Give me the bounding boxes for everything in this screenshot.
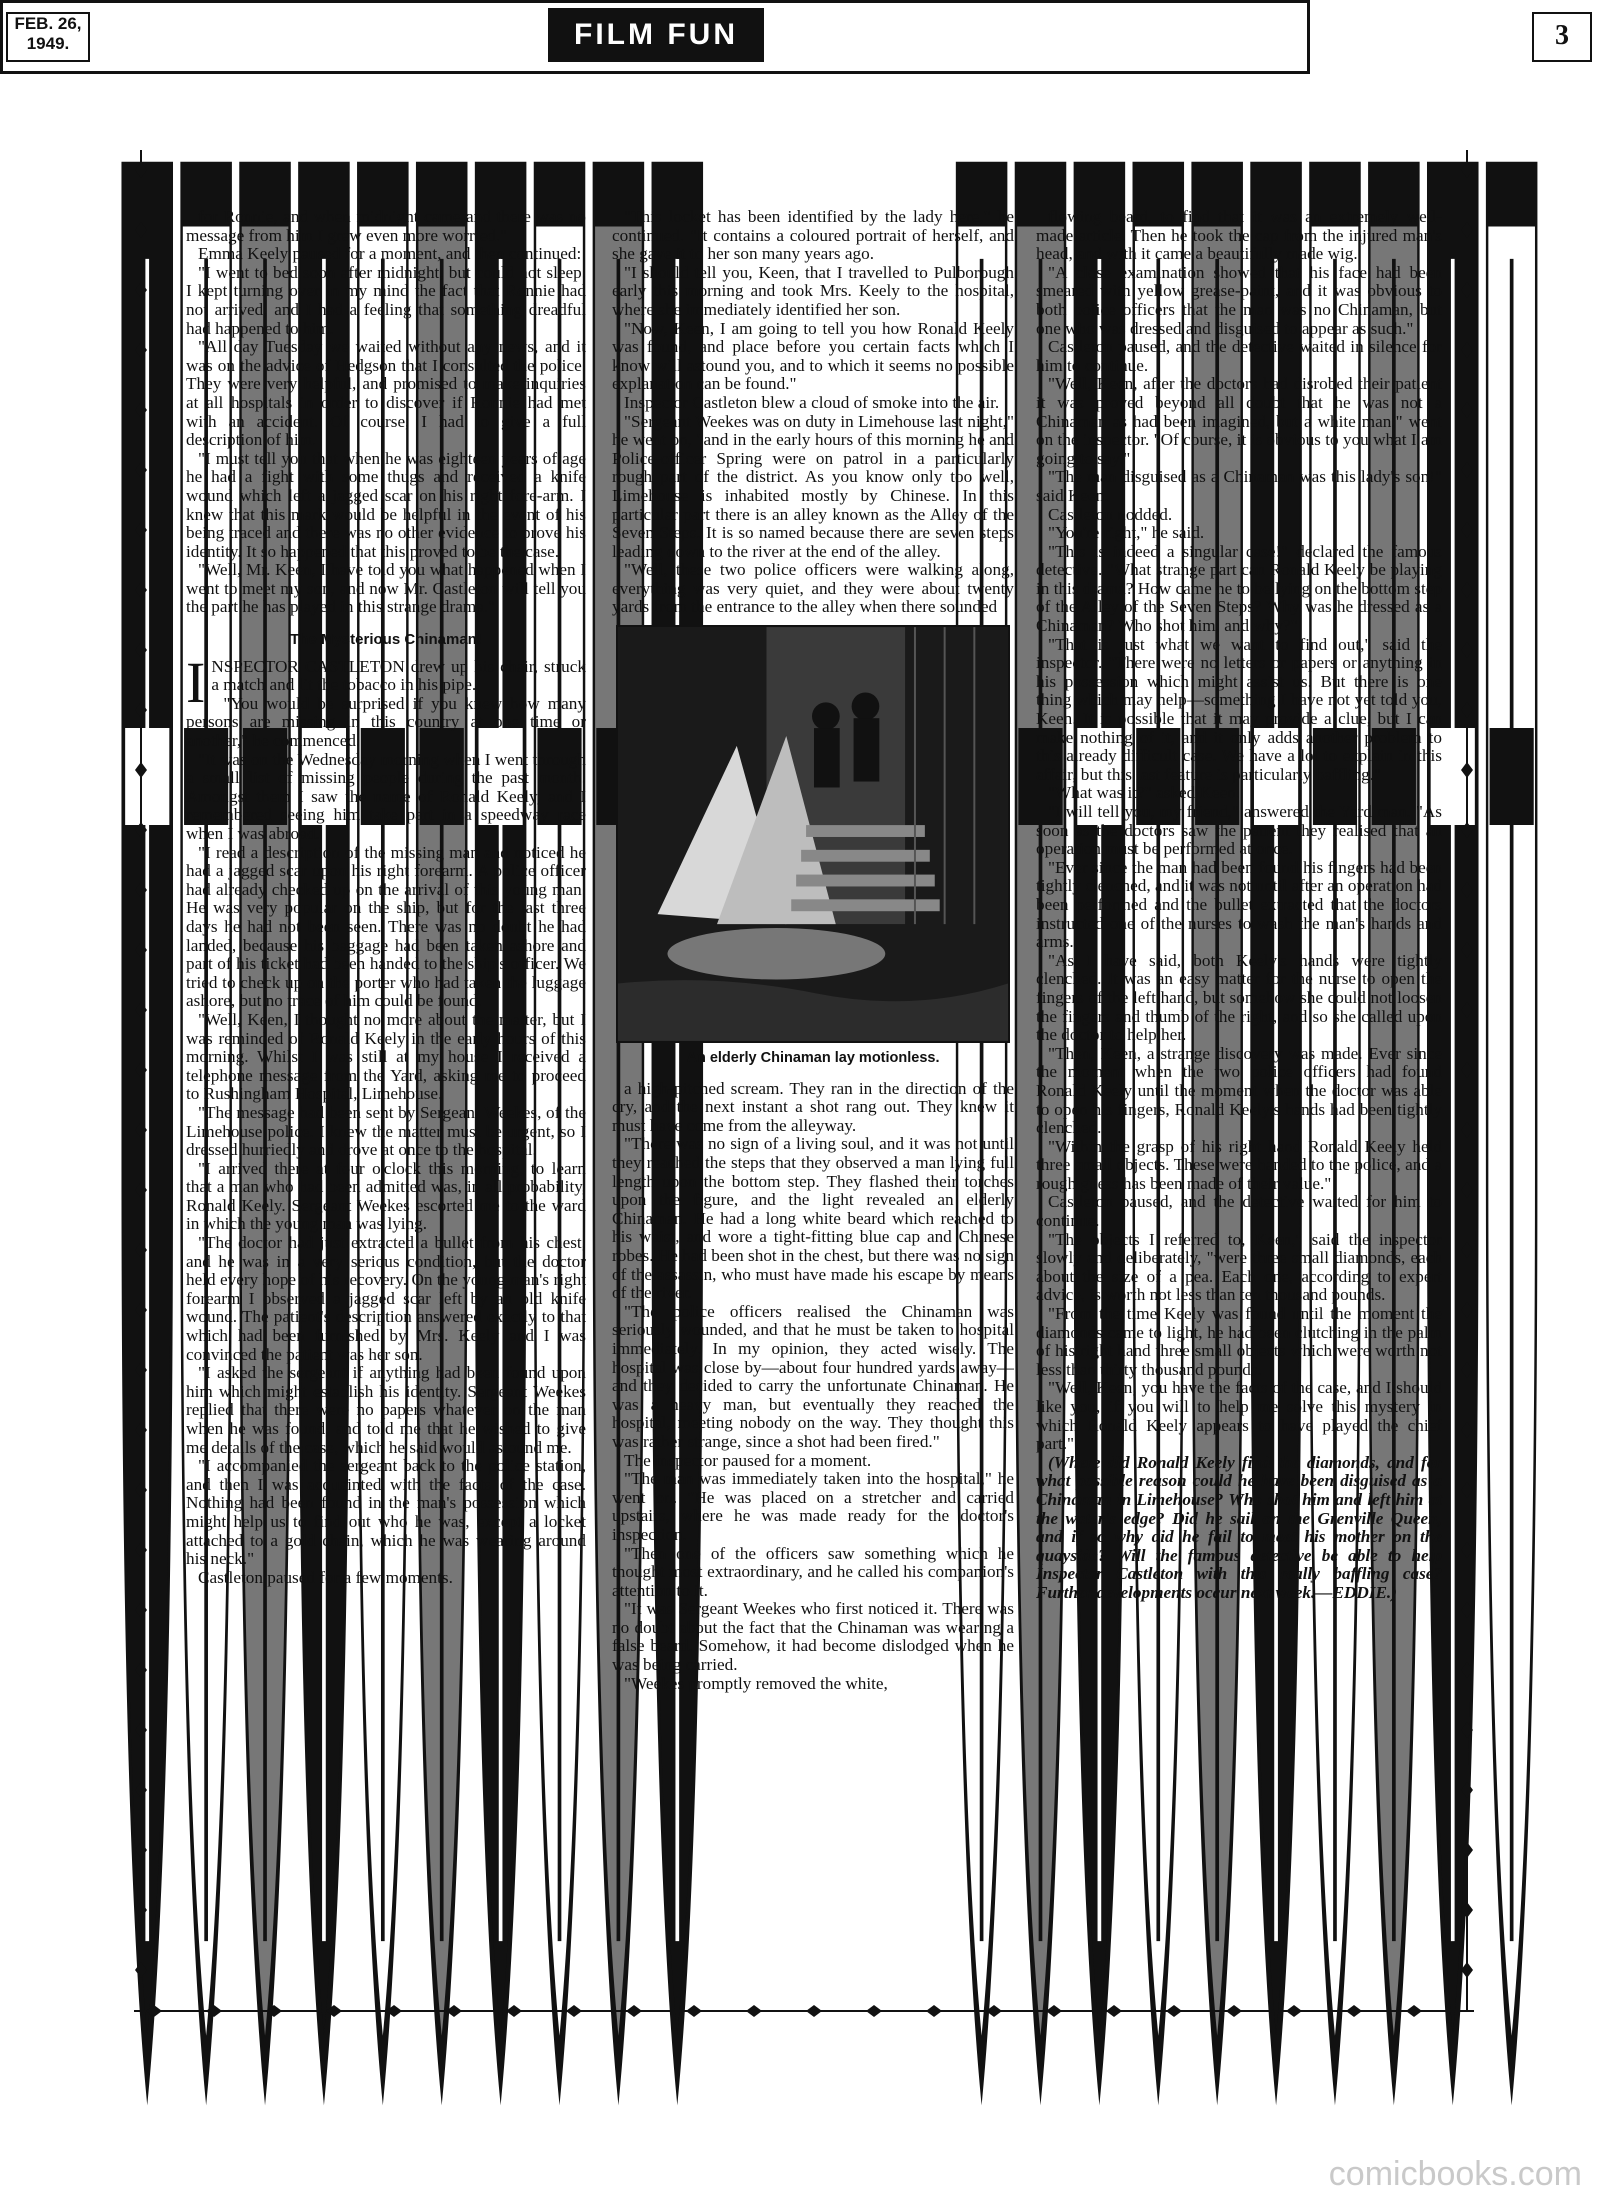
paragraph: The inspector paused for a moment. xyxy=(624,1450,872,1470)
paragraph: "The objects I referred to, Keen," said the inspector slowly and deliberately, "were three small diamonds, each about the size of a pea. Each one, according to expert advice, is worth not less than ten thousand pounds. xyxy=(1036,1229,1442,1305)
paragraph: Inspector Castleton blew a cloud of smoke into the air. xyxy=(624,392,1000,412)
paragraph: "All day Tuesday we waited without any news, and it was on the advice of Hedgson that I consulted the police. They were very helpful, and promised to make inquiries at all hospitals in order to discover if Ronnie had met with an accident. Of course, I had to give a full description of him. xyxy=(186,337,586,450)
right-border-ornament xyxy=(1460,150,1474,2010)
paragraph: "This locket has been identified by the lady here," he continued. "It contains a coloured portrait of herself, and she gave it to her son many years ago. xyxy=(612,207,1014,264)
paragraph: "Well, Keen, you have the facts of the case, and I should like you, if you will to help me solve this mystery in which Ronald Keely appears to have played the chief part." xyxy=(1036,1378,1442,1454)
paragraph: "The police officers realised the Chinaman was seriously wounded, and that he must be taken to hospital immediately. In my opinion, they acted wisely. The hospital was close by—about four hundred yards away—and they decided to carry the unfortunate Chinaman. He was a heavy man, but eventually they reached the hospital, meeting nobody on the way. They thought this was rather strange, since a shot had been fired." xyxy=(612,1301,1014,1451)
issue-date: FEB. 26, 1949. xyxy=(6,12,90,62)
paragraph: "Ever since the man had been found his fingers had been tightly clenched, and it was not until after an operation had been performed and the bullet extracted that the doctors instructed one of the nurses to wash the man's hands and arms. xyxy=(1036,857,1442,952)
paragraph: "The man disguised as a Chinaman was this lady's son!" said Keen. xyxy=(1036,467,1442,505)
paragraph: "Well, Mr. Keen, I have told you what happened when I went to meet my son, and now Mr. Castleton will tell you the part he has played in this strange drama." xyxy=(186,560,586,617)
paragraph: Castleton paused, and the detective waited in silence for him to continue. xyxy=(1036,337,1442,375)
paragraph: "It was on the Wednesday morning when I went through a small list of missing people during the past month. Amongst them I saw the name of Ronald Keely, and I remembered seeing him take part in a speedway race when I was abroad. xyxy=(186,749,586,843)
drop-cap: I xyxy=(186,649,206,715)
subheading: The Mysterious Chinaman! xyxy=(290,631,482,649)
paragraph: "This is indeed a singular case!" declared the famous detective. "What strange part can Ronald Keely be playing in this drama? How came he to be lying on the bottom step of the Alley of the Seven Steps? Why was he dressed as a Chinaman? Who shot him, and why?" xyxy=(1036,541,1442,636)
watermark: comicbooks.com xyxy=(1328,2155,1582,2193)
masthead-banner xyxy=(0,0,1569,74)
illustration-caption: An elderly Chinaman lay motionless. xyxy=(686,1050,940,1067)
paragraph: "I asked the sergeant if anything had been found upon him which might establish his identity. Sergeant Weekes replied that there were no papers whatever on the man when he was found, and told me that he wished to give me details of the case, which he said would astound me. xyxy=(186,1363,586,1457)
paragraph: "Now, Keen, I am going to tell you how Ronald Keely was found, and place before you certain facts which I know will astound you, and to which it seems no possible explanation can be found." xyxy=(612,318,1014,394)
film-fun-logo: FILM FUN xyxy=(548,8,764,62)
paragraph: Castleton nodded. xyxy=(1048,504,1173,524)
left-border-ornament xyxy=(134,150,148,2010)
paragraph: "The man was immediately taken into the hospital," he went on. "He was placed on a stretcher and carried upstairs, where he was made ready for the doctor's inspection. xyxy=(612,1469,1014,1544)
paragraph: "Well, Keen, after the doctors had disrobed their patient it was proved beyond all doubt that he was not a Chinaman as had been imagined, but a white man," went on the inspector. "Of course, it is obvious to you what I am going to say." xyxy=(1036,374,1442,468)
paragraph: "Then, Keen, a strange discovery was made. Ever since the moment when the two police officers had found Ronald Keely until the moment when the doctor was able to open his fingers, Ronald Keely's hands had been tightly clenched. xyxy=(1036,1043,1442,1138)
paragraph: "I accompanied the sergeant back to the police station, and then I was acquainted with the facts of the case. Nothing had been found in the man's possession which might help us to find out who he was, except a locket attached to a gold chain, which he was wearing around his neck." xyxy=(186,1456,586,1569)
paragraph: Castleton paused for a few moments. xyxy=(198,1567,453,1587)
bottom-border-ornament xyxy=(134,2004,1474,2018)
paragraph: a high-pitched scream. They ran in the direction of the cry, and the next instant a shot rang out. They knew it must have come from the alleyway. xyxy=(612,1078,1014,1135)
article-column-2 xyxy=(612,208,1014,1693)
paragraph: "A close examination showed that his face had been smeared with yellow grease-paint, and it was obvious to both police officers that the man was no Chinaman, but one who was dressed and disguised to appear as such." xyxy=(1036,262,1442,338)
paragraph: "You would be surprised if you knew how many persons are missing in this country at one time or another," he commenced. xyxy=(186,693,586,751)
editor-note: (Where did Ronald Keely find the diamonds, and for what possible reason could he have been disguised as a Chinaman in Limehouse? Who shot him and left him at the water's edge? Did he sail on the Grenville Queen, and if so why did he fail to meet his mother on the quayside? Will the famous detective be able to help Inspector Castleton with this really baffling case? Further developments occur next week.—EDDIE.) xyxy=(1036,1452,1442,1602)
paragraph: "Within the grasp of his right hand Ronald Keely held three small objects. These were handed to the police, and a rough guess has been made of their value." xyxy=(1036,1136,1442,1193)
lead-paragraph: NSPECTOR CASTLETON drew up his chair, struck a match and lit the tobacco in his pipe. xyxy=(211,656,586,695)
paragraph: "That is just what we want to find out," said the inspector. "There were no letters or papers or anything in his possession which might assist us. But there is one thing which may help—something I have not yet told you, Keen. It is possible that it may provide a clue, but I can make nothing of it, and it only adds another problem to this already difficult case. We have a lot to explain in this affair, but this last feature is particularly baffling." xyxy=(1036,634,1442,784)
paragraph: "The doctor had just extracted a bullet from his chest, and he was in a very serious condition, but the doctor held every hope of his recovery. On the young man's right forearm I observed a jagged scar left by an old knife wound. The patient's description answered exactly to that which had been furnished by Mrs. Keely and I was convinced the patient was her son. xyxy=(186,1233,586,1364)
paragraph: "Then one of the officers saw something which he thought most extraordinary, and he called his companion's attention to it. xyxy=(612,1543,1014,1600)
paragraph: Castleton paused, and the detective waited for him to continue. xyxy=(1036,1192,1442,1231)
paragraph: "There was no sign of a living soul, and it was not until they reached the steps that they observed a man lying full length upon the bottom step. They flashed their torches upon the figure, and the light revealed an elderly Chinaman. He had a long white beard which reached to his waist, and wore a tight-fitting blue cap and Chinese robes. He had been shot in the chest, but there was no sign of the assassin, who must have made his escape by means of the river. xyxy=(612,1134,1014,1303)
article-column-1 xyxy=(186,208,586,1587)
paragraph: "Well, these two police officers were walking along, everything was very quiet, and they were about twenty yards from the entrance to the alley when there sounded xyxy=(612,560,1014,617)
paragraph: flowing beard, to find that it was an extremely well-made article. Then he took the cap from the injured man's head, and with it came a beautifully made wig. xyxy=(1036,207,1442,264)
paragraph: Emma Keely paused for a moment, and then continued: xyxy=(198,244,582,264)
paragraph: "I went to bed soon after midnight, but could not sleep. I kept turning over in my mind the fact that Ronnie had not arrived, and I had a feeling that something dreadful had happened to him. xyxy=(186,262,586,338)
article-column-3 xyxy=(1036,208,1442,1603)
paragraph: "Weekes promptly removed the white, xyxy=(624,1673,888,1693)
paragraph: "I will tell you, my friend," answered the Yard man. "As soon as the doctors saw the patient they realised that an operation must be performed at once. xyxy=(1036,802,1442,859)
paragraph: "The message had been sent by Sergeant Weekes, of the Limehouse police. I knew the matter must be urgent, so I dressed hurriedly and drove at once to the hospital. xyxy=(186,1102,586,1160)
paragraph: "I read a description of the missing man and noticed he had a jagged scar upon his right forearm. A police officer had already checked up on the arrival of this young man. He was very popular on the ship, but for the last three days he had not been seen. There was no doubt he had landed, because his baggage had been taken ashore and part of his ticket had been handed to the ship's officer. We tried to check up on the porter who had taken the luggage ashore, but no trace of him could be found. xyxy=(186,842,586,1011)
paragraph: "You're right," he said. xyxy=(1048,523,1205,543)
paragraph: "I arrived there at four o'clock this morning, to learn that a man who had been admitted was, in all probability, Ronald Keely. Sergeant Weekes escorted me to the ward in which the young man was lying. xyxy=(186,1158,586,1234)
paragraph: "Well, Keen, I thought no more about the matter, but I was reminded of Ronald Keely in the early hours of this morning. Whilst I was still at my house I received a telephone message from the Yard, asking me to proceed to Rushingham Hospital, Limehouse. xyxy=(186,1009,586,1104)
paragraph: "What was it?" asked Keen. xyxy=(1048,783,1241,803)
page-number: 3 xyxy=(1532,12,1592,62)
paragraph: "It was Sergeant Weekes who first noticed it. There was no doubt about the fact that the Chinaman was wearing a false beard. Somehow, it had become dislodged when he was being carried. xyxy=(612,1599,1014,1675)
illustration-alley-steps xyxy=(616,625,1010,1043)
paragraph: "Sergeant Weekes was on duty in Limehouse last night," he went on, "and in the early hours of this morning he and Police-officer Spring were on patrol in a particularly rough part of the district. As you know only too well, Limehouse is inhabited mostly by Chinese. In this particular part there is an alley known as the Alley of the Seven Steps. It is so named because there are seven steps leading down to the river at the end of the alley. xyxy=(612,411,1014,561)
paragraph: "From the time Keely was found until the moment the diamonds came to light, he had been clutching in the palm of his right hand three small objects which were worth not less than thirty thousand pounds. xyxy=(1036,1304,1442,1379)
paragraph: "As I have said, both Keely's hands were tightly clenched. It was an easy matter for the nurse to open the fingers of the left hand, but somehow she could not loosen the fingers and thumb of the right, and so she called upon the doctor to help her. xyxy=(1036,950,1442,1045)
paragraph: "I should tell you, Keen, that I travelled to Pulborough early this morning and took Mrs. Keely to the hospital, where she immediately identified her son. xyxy=(612,262,1014,319)
paragraph: "I must tell you that when he was eighteen years of age he had a fight with some thugs and received a knife wound which left a jagged scar on his right fore-arm. I knew that this mark would be helpful in the event of his being traced and there was no other evidence to prove his identity. It so happened that this proved to be the case. xyxy=(186,448,586,561)
paragraph: for Ronnie, and when midnight came and there was no message from him I grew even more worried." xyxy=(186,207,586,245)
